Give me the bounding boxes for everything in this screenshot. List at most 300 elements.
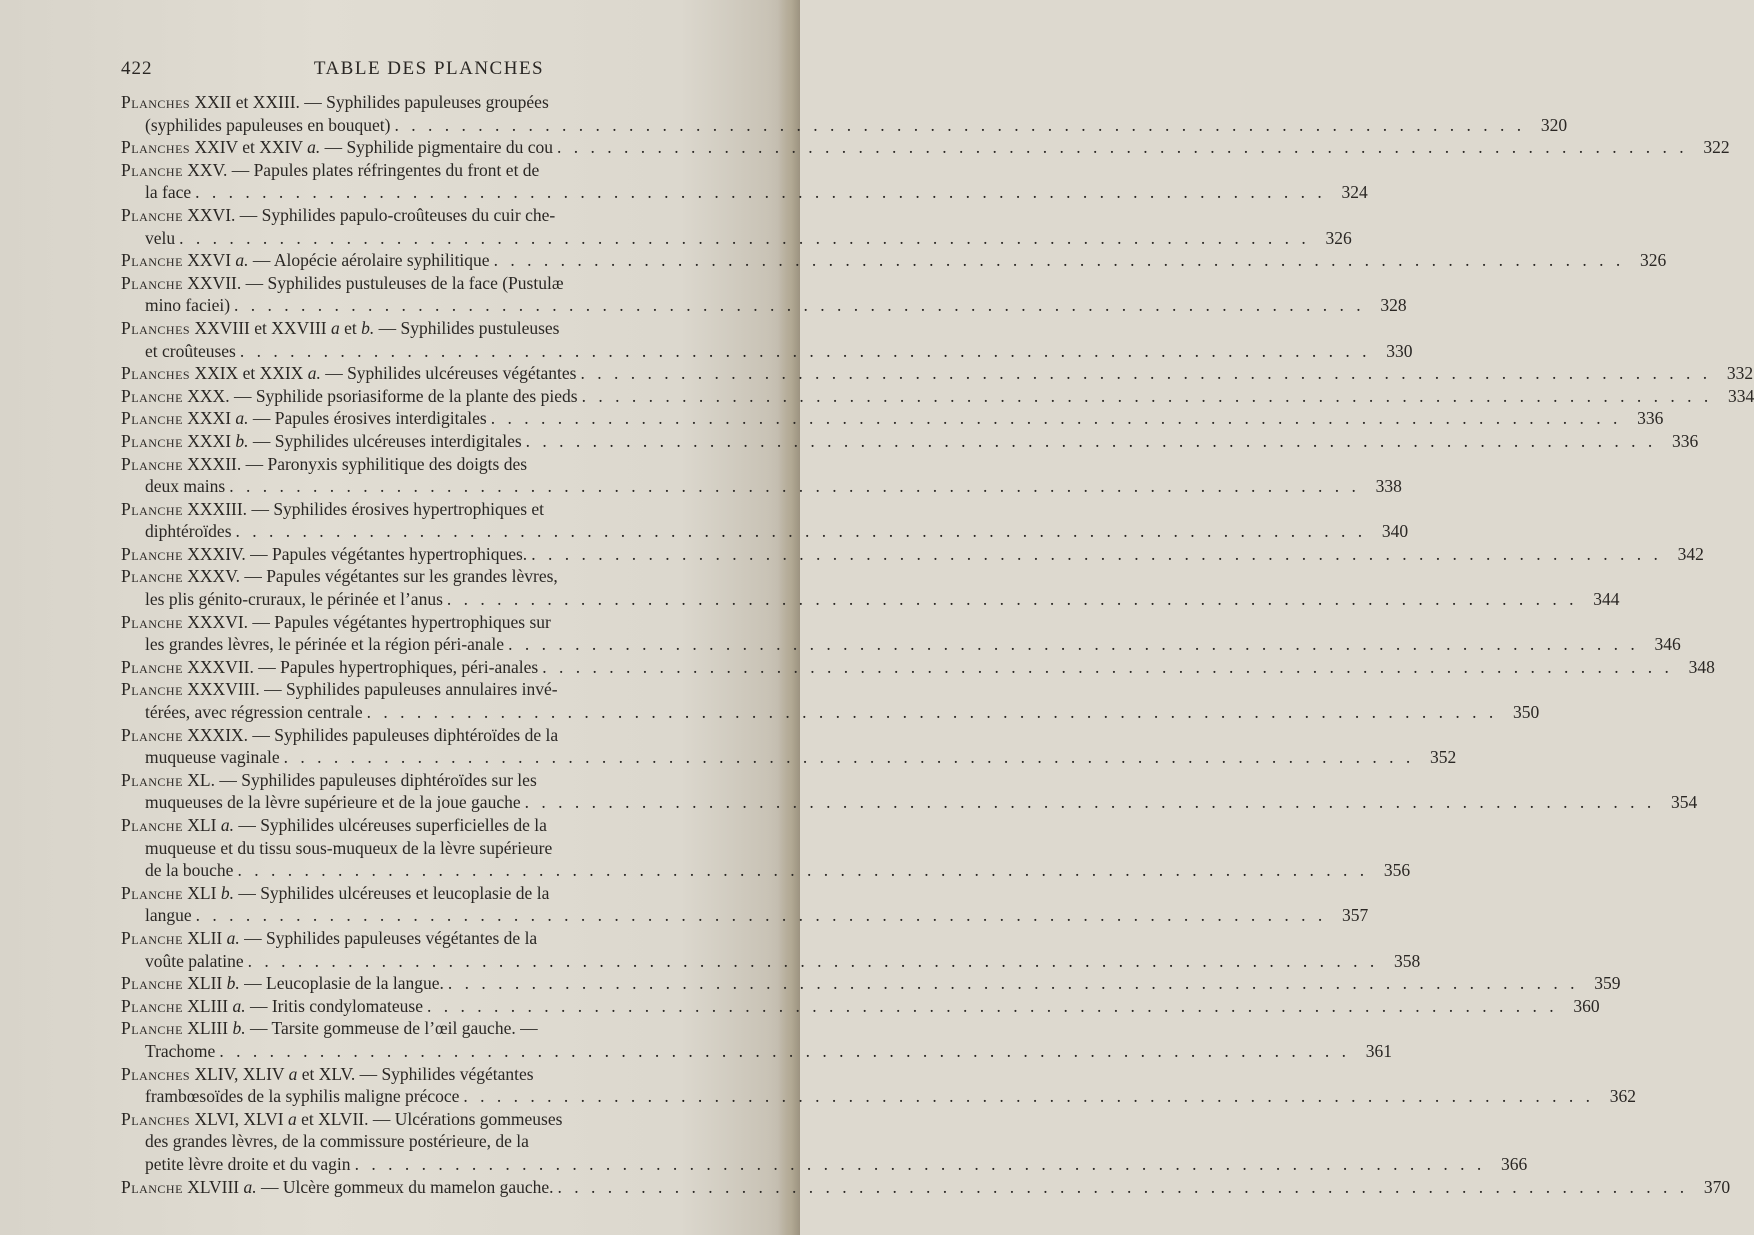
entry-label: Planche bbox=[121, 453, 183, 474]
entry-text bbox=[121, 362, 576, 385]
entry-label: Planche bbox=[121, 272, 183, 293]
entry-line bbox=[121, 656, 1715, 679]
plate-entry bbox=[121, 159, 1368, 204]
entry-ref-suffix: a bbox=[287, 1108, 297, 1129]
entry-line bbox=[121, 91, 737, 114]
entry-text bbox=[121, 814, 547, 837]
entry-label: Planches bbox=[121, 363, 191, 384]
plate-entry bbox=[121, 249, 1667, 272]
entry-description: — Syphilides papuleuses groupées bbox=[304, 92, 549, 112]
entry-ref: XXXVIII. bbox=[187, 679, 260, 700]
entry-line bbox=[121, 814, 737, 837]
entry-text bbox=[145, 227, 175, 250]
entry-text bbox=[121, 272, 564, 295]
page-number: 422 bbox=[121, 58, 153, 79]
entry-label: Planche bbox=[121, 769, 183, 790]
entry-continuation: muqueuses de la lèvre supérieure et de la joue gauche bbox=[145, 792, 521, 813]
entry-continuation: voûte palatine bbox=[145, 950, 244, 971]
dot-leader bbox=[487, 407, 1622, 430]
entry-label: Planche bbox=[121, 1176, 183, 1197]
entry-text bbox=[145, 701, 363, 724]
entry-description: — Ulcérations gommeuses bbox=[372, 1108, 563, 1129]
entry-label: Planche bbox=[121, 995, 183, 1016]
entry-ref-extra: et bbox=[344, 317, 357, 338]
entry-ref: XXX. bbox=[187, 385, 230, 406]
entry-ref: XXXVI. bbox=[187, 611, 249, 632]
entry-text bbox=[121, 927, 537, 950]
entry-line bbox=[121, 611, 737, 634]
entry-text bbox=[121, 91, 549, 114]
plate-entry bbox=[121, 317, 1413, 362]
entry-label: Planche bbox=[121, 1018, 183, 1039]
entry-text bbox=[121, 1063, 534, 1086]
entry-ref: XXXIX. bbox=[187, 724, 249, 745]
plate-entry bbox=[121, 656, 1715, 679]
entry-description: — Syphilides ulcéreuses interdigitales bbox=[252, 430, 522, 451]
dot-leader bbox=[225, 475, 1360, 498]
entry-text bbox=[145, 1085, 459, 1108]
entry-page-number: 340 bbox=[1381, 521, 1409, 542]
dot-leader bbox=[233, 859, 1368, 882]
entry-ref-extra: et XLVII. bbox=[301, 1108, 369, 1129]
entry-description: — Syphilides papuleuses diphtéroïdes de la bbox=[252, 724, 559, 745]
entry-line bbox=[121, 317, 737, 340]
entry-description: — Syphilides papuleuses annulaires invé- bbox=[264, 679, 558, 700]
plate-entry bbox=[121, 1108, 1528, 1176]
entry-line bbox=[121, 114, 1568, 137]
entry-page-number: 342 bbox=[1677, 543, 1704, 564]
entry-line bbox=[121, 159, 737, 182]
entry-page-number: 352 bbox=[1429, 747, 1457, 768]
plate-entry bbox=[121, 882, 1369, 927]
entry-ref: XXXVII. bbox=[187, 656, 254, 677]
entry-line bbox=[121, 904, 1369, 927]
entry-ref-suffix: a. bbox=[243, 1176, 257, 1197]
entry-line bbox=[121, 633, 1681, 656]
entry-continuation: de la bouche bbox=[145, 860, 234, 881]
entry-text bbox=[145, 633, 504, 656]
entry-text bbox=[121, 136, 553, 159]
entry-ref: XXVI bbox=[187, 250, 232, 271]
dot-leader bbox=[576, 362, 1711, 385]
entry-label: Planche bbox=[121, 611, 183, 632]
entry-line bbox=[121, 837, 737, 860]
entry-label: Planches bbox=[121, 1063, 191, 1084]
plate-entry bbox=[121, 1017, 1392, 1062]
dot-leader bbox=[578, 385, 1713, 408]
entry-text bbox=[145, 1153, 351, 1176]
entry-description: — Tarsite gommeuse de l’œil gauche. — bbox=[249, 1018, 538, 1039]
entry-label: Planche bbox=[121, 566, 183, 587]
entry-line bbox=[121, 249, 1667, 272]
entry-line bbox=[121, 746, 1457, 769]
entry-text bbox=[121, 656, 538, 679]
dot-leader bbox=[527, 543, 1662, 566]
entry-description: — Papules hypertrophiques, péri-anales bbox=[258, 656, 539, 677]
entry-page-number: 328 bbox=[1380, 295, 1407, 316]
entry-ref: XLVIII bbox=[187, 1176, 240, 1197]
plate-entry bbox=[121, 362, 1754, 385]
entry-line bbox=[121, 204, 737, 227]
entry-line bbox=[121, 430, 1699, 453]
entry-ref-suffix: a. bbox=[232, 995, 246, 1016]
entry-line bbox=[121, 995, 1600, 1018]
plate-entry bbox=[121, 678, 1540, 723]
entry-line bbox=[121, 565, 737, 588]
entry-text bbox=[121, 972, 444, 995]
entry-text bbox=[121, 498, 544, 521]
entry-continuation: langue bbox=[145, 905, 192, 926]
entry-ref-extra: et XLV. bbox=[301, 1063, 356, 1084]
entry-line bbox=[121, 181, 1368, 204]
entry-label: Planche bbox=[121, 656, 183, 677]
entry-description: — Syphilides érosives hypertrophiques et bbox=[251, 498, 545, 519]
entry-continuation: petite lèvre droite et du vagin bbox=[145, 1153, 351, 1174]
entry-description: — Papules érosives interdigitales bbox=[252, 408, 487, 429]
entry-line bbox=[121, 1108, 737, 1131]
entry-label: Planches bbox=[121, 1108, 191, 1129]
dot-leader bbox=[490, 249, 1625, 272]
entry-page-number: 326 bbox=[1639, 250, 1667, 271]
entry-label: Planche bbox=[121, 385, 183, 406]
dot-leader bbox=[351, 1153, 1486, 1176]
entry-description: — Syphilide pigmentaire du cou bbox=[324, 137, 553, 158]
entry-text bbox=[121, 678, 558, 701]
entry-ref: XLI bbox=[187, 815, 217, 835]
entry-line bbox=[121, 724, 737, 747]
entry-continuation: frambœsoïdes de la syphilis maligne précoce bbox=[145, 1086, 460, 1107]
entry-ref: XXII et XXIII. bbox=[194, 92, 300, 112]
entry-ref: XXXIII. bbox=[187, 498, 248, 519]
entry-description: — Iritis condylomateuse bbox=[249, 995, 423, 1016]
entry-ref-suffix: b. bbox=[226, 973, 240, 994]
entry-line bbox=[121, 1040, 1392, 1063]
entry-text bbox=[121, 543, 527, 566]
entry-line bbox=[121, 1017, 737, 1040]
entry-label: Planche bbox=[121, 724, 183, 745]
entry-page-number: 344 bbox=[1593, 589, 1620, 610]
entry-ref: XXIX et XXIX bbox=[194, 363, 304, 384]
entry-description: — Papules végétantes hypertrophiques sur bbox=[252, 611, 551, 632]
entry-line bbox=[121, 678, 737, 701]
entry-label: Planche bbox=[121, 973, 183, 994]
dot-leader bbox=[175, 227, 1310, 250]
entry-page-number: 350 bbox=[1513, 702, 1540, 723]
plates-list bbox=[121, 91, 1754, 1198]
entry-page-number: 362 bbox=[1609, 1086, 1637, 1107]
plate-entry bbox=[121, 611, 1681, 656]
entry-text bbox=[121, 453, 527, 476]
entry-ref: XXXI bbox=[187, 408, 232, 429]
entry-ref: XLIII bbox=[187, 1018, 229, 1039]
entry-ref: XXV. bbox=[187, 159, 228, 180]
entry-line bbox=[121, 1130, 737, 1153]
entry-ref: XXIV et XXIV bbox=[194, 137, 303, 158]
entry-line bbox=[121, 453, 737, 476]
dot-leader bbox=[443, 588, 1578, 611]
entry-ref-suffix: a. bbox=[220, 815, 234, 835]
plate-entry bbox=[121, 136, 1730, 159]
dot-leader bbox=[232, 520, 1367, 543]
entry-label: Planche bbox=[121, 204, 183, 225]
plate-entry bbox=[121, 995, 1600, 1018]
entry-text bbox=[145, 181, 191, 204]
entry-continuation: la face bbox=[145, 182, 192, 203]
entry-continuation: velu bbox=[145, 227, 176, 248]
entry-line bbox=[121, 769, 737, 792]
entry-ref: XXXIV. bbox=[187, 543, 246, 564]
plate-entry bbox=[121, 724, 1457, 769]
entry-text bbox=[121, 611, 551, 634]
entry-description: — Paronyxis syphilitique des doigts des bbox=[245, 453, 528, 474]
entry-page-number: 334 bbox=[1727, 385, 1754, 406]
entry-label: Planches bbox=[121, 92, 191, 112]
plate-entry bbox=[121, 972, 1621, 995]
entry-text bbox=[121, 204, 555, 227]
entry-text bbox=[121, 317, 560, 340]
dot-leader bbox=[192, 904, 1327, 927]
entry-text bbox=[145, 950, 244, 973]
entry-text bbox=[145, 475, 225, 498]
entry-page-number: 354 bbox=[1670, 792, 1698, 813]
entry-text bbox=[121, 995, 423, 1018]
entry-line bbox=[121, 294, 1407, 317]
entry-ref: XLII bbox=[187, 927, 223, 948]
dot-leader bbox=[522, 430, 1657, 453]
entry-ref: XXXV. bbox=[187, 566, 240, 587]
entry-ref-suffix: a. bbox=[307, 137, 321, 158]
plate-entry bbox=[121, 1176, 1731, 1199]
page-header bbox=[121, 58, 737, 82]
entry-continuation: muqueuse vaginale bbox=[145, 747, 280, 768]
entry-ref-suffix: a bbox=[288, 1063, 298, 1084]
entry-continuation: les grandes lèvres, le périnée et la région péri-anale bbox=[145, 634, 505, 655]
entry-text bbox=[145, 1130, 529, 1153]
entry-page-number: 336 bbox=[1637, 408, 1664, 429]
entry-continuation: muqueuse et du tissu sous-muqueux de la lèvre supérieure bbox=[145, 837, 553, 858]
dot-leader bbox=[215, 1040, 1350, 1063]
entry-ref: XLIII bbox=[187, 995, 229, 1016]
entry-continuation: des grandes lèvres, de la commissure postérieure, de la bbox=[145, 1131, 529, 1152]
entry-text bbox=[121, 430, 522, 453]
entry-line bbox=[121, 791, 1698, 814]
dot-leader bbox=[390, 114, 1525, 137]
entry-ref: XLIV, XLIV bbox=[194, 1063, 285, 1084]
entry-line bbox=[121, 498, 737, 521]
entry-line bbox=[121, 520, 1409, 543]
dot-leader bbox=[444, 972, 1579, 995]
plate-entry bbox=[121, 91, 1568, 136]
entry-line bbox=[121, 227, 1352, 250]
entry-ref: XXVIII et XXVIII bbox=[194, 317, 327, 338]
entry-ref: XLI bbox=[187, 882, 217, 903]
entry-description: — Syphilides pustuleuses de la face (Pustulæ bbox=[245, 272, 564, 293]
entry-line bbox=[121, 543, 1704, 566]
entry-line bbox=[121, 136, 1730, 159]
entry-text bbox=[121, 1108, 562, 1131]
entry-text bbox=[121, 724, 558, 747]
entry-continuation: et croûteuses bbox=[145, 340, 236, 361]
entry-line bbox=[121, 362, 1754, 385]
plate-entry bbox=[121, 430, 1699, 453]
entry-text bbox=[121, 1176, 554, 1199]
entry-ref: XXXII. bbox=[187, 453, 242, 474]
dot-leader bbox=[236, 340, 1371, 363]
entry-page-number: 346 bbox=[1654, 634, 1681, 655]
entry-ref-suffix: a. bbox=[226, 927, 240, 948]
entry-ref-suffix: a. bbox=[307, 363, 321, 384]
entry-ref-suffix: a. bbox=[235, 408, 249, 429]
entry-continuation: (syphilides papuleuses en bouquet) bbox=[145, 114, 391, 135]
entry-label: Planche bbox=[121, 679, 183, 700]
entry-ref-suffix: a bbox=[331, 317, 340, 338]
plate-entry bbox=[121, 272, 1407, 317]
entry-label: Planches bbox=[121, 317, 191, 338]
entry-description: — Papules végétantes sur les grandes lèvres, bbox=[244, 566, 558, 587]
entry-line bbox=[121, 407, 1664, 430]
entry-text bbox=[145, 859, 233, 882]
entry-continuation: térées, avec régression centrale bbox=[145, 702, 363, 723]
dot-leader bbox=[230, 294, 1365, 317]
entry-line bbox=[121, 1085, 1637, 1108]
plate-entry bbox=[121, 453, 1402, 498]
entry-description: — Papules végétantes hypertrophiques. bbox=[250, 543, 528, 564]
page-title: TABLE DES PLANCHES bbox=[313, 58, 545, 79]
entry-line bbox=[121, 927, 737, 950]
entry-text bbox=[121, 385, 578, 408]
entry-description: — Papules plates réfringentes du front et de bbox=[231, 159, 540, 180]
entry-label: Planche bbox=[121, 882, 183, 903]
entry-line bbox=[121, 1063, 737, 1086]
dot-leader bbox=[554, 1176, 1689, 1199]
dot-leader bbox=[459, 1085, 1594, 1108]
entry-line bbox=[121, 972, 1621, 995]
entry-description: — Ulcère gommeux du mamelon gauche. bbox=[261, 1176, 554, 1197]
entry-ref-suffix: a. bbox=[235, 250, 249, 271]
entry-description: — Syphilides végétantes bbox=[359, 1063, 534, 1084]
entry-continuation: deux mains bbox=[145, 476, 226, 497]
entry-description: — Syphilide psoriasiforme de la plante des pieds bbox=[233, 385, 578, 406]
entry-line bbox=[121, 272, 737, 295]
entry-page-number: 336 bbox=[1672, 430, 1699, 451]
entry-text bbox=[145, 340, 236, 363]
entry-description: — Syphilides papulo-croûteuses du cuir che- bbox=[239, 204, 556, 225]
entry-text bbox=[145, 1040, 215, 1063]
entry-text bbox=[145, 791, 521, 814]
entry-page-number: 322 bbox=[1703, 137, 1730, 158]
entry-continuation: mino faciei) bbox=[145, 295, 231, 316]
entry-line bbox=[121, 950, 1421, 973]
entry-page-number: 348 bbox=[1688, 656, 1715, 677]
entry-line bbox=[121, 475, 1402, 498]
entry-label: Planche bbox=[121, 927, 183, 948]
entry-description: — Syphilides pustuleuses bbox=[378, 317, 560, 338]
dot-leader bbox=[363, 701, 1498, 724]
entry-ref: XXXI bbox=[187, 430, 232, 451]
plate-entry bbox=[121, 1063, 1637, 1108]
entry-ref: XL. bbox=[187, 769, 215, 790]
entry-line bbox=[121, 859, 1411, 882]
entry-ref-suffix: b. bbox=[235, 430, 249, 451]
plate-entry bbox=[121, 543, 1704, 566]
entry-text bbox=[145, 904, 192, 927]
entry-label: Planches bbox=[121, 137, 191, 158]
dot-leader bbox=[538, 656, 1673, 679]
entry-description: — Alopécie aérolaire syphilitique bbox=[252, 250, 490, 271]
entry-label: Planche bbox=[121, 498, 183, 519]
entry-page-number: 320 bbox=[1540, 114, 1568, 135]
entry-line bbox=[121, 701, 1540, 724]
entry-continuation: Trachome bbox=[145, 1040, 216, 1061]
entry-text bbox=[121, 769, 537, 792]
entry-ref-suffix: b. bbox=[220, 882, 234, 903]
plate-entry bbox=[121, 927, 1421, 972]
entry-text bbox=[121, 565, 558, 588]
entry-line bbox=[121, 1176, 1731, 1199]
plate-entry bbox=[121, 565, 1620, 610]
entry-page-number: 332 bbox=[1726, 363, 1754, 384]
entry-page-number: 338 bbox=[1375, 476, 1402, 497]
entry-ref: XXVII. bbox=[187, 272, 242, 293]
entry-label: Planche bbox=[121, 159, 183, 180]
entry-label: Planche bbox=[121, 408, 183, 429]
entry-page-number: 324 bbox=[1341, 182, 1368, 203]
dot-leader bbox=[191, 181, 1326, 204]
entry-page-number: 359 bbox=[1594, 973, 1621, 994]
entry-text bbox=[145, 588, 443, 611]
entry-description: — Syphilides ulcéreuses et leucoplasie de la bbox=[238, 882, 550, 903]
entry-line bbox=[121, 340, 1413, 363]
dot-leader bbox=[244, 950, 1379, 973]
plate-entry bbox=[121, 498, 1409, 543]
entry-line bbox=[121, 588, 1620, 611]
entry-line bbox=[121, 1153, 1528, 1176]
dot-leader bbox=[553, 136, 1688, 159]
entry-ref: XLVI, XLVI bbox=[194, 1108, 284, 1129]
entry-ref: XLII bbox=[187, 973, 223, 994]
entry-text bbox=[145, 114, 390, 137]
entry-description: — Leucoplasie de la langue. bbox=[244, 973, 444, 994]
entry-continuation: diphtéroïdes bbox=[145, 521, 232, 542]
entry-text bbox=[121, 1017, 538, 1040]
entry-text bbox=[121, 407, 487, 430]
entry-label: Planche bbox=[121, 543, 183, 564]
entry-ref: XXVI. bbox=[187, 204, 236, 225]
entry-ref-suffix: b. bbox=[232, 1018, 246, 1039]
entry-page-number: 356 bbox=[1383, 860, 1411, 881]
entry-page-number: 366 bbox=[1500, 1153, 1528, 1174]
entry-page-number: 357 bbox=[1342, 905, 1369, 926]
entry-description: — Syphilides ulcéreuses superficielles de la bbox=[238, 815, 547, 835]
dot-leader bbox=[521, 791, 1656, 814]
entry-page-number: 360 bbox=[1573, 995, 1600, 1016]
plate-entry bbox=[121, 385, 1754, 408]
entry-page-number: 326 bbox=[1325, 227, 1352, 248]
dot-leader bbox=[423, 995, 1558, 1018]
plate-entry bbox=[121, 204, 1352, 249]
entry-text bbox=[145, 837, 552, 860]
entry-text bbox=[145, 746, 280, 769]
entry-page-number: 358 bbox=[1394, 950, 1421, 971]
dot-leader bbox=[280, 746, 1415, 769]
entry-text bbox=[121, 882, 549, 905]
entry-label: Planche bbox=[121, 430, 183, 451]
plate-entry bbox=[121, 814, 1411, 882]
entry-text bbox=[145, 520, 232, 543]
entry-page-number: 330 bbox=[1386, 340, 1413, 361]
entry-text bbox=[121, 249, 490, 272]
plate-entry bbox=[121, 407, 1664, 430]
